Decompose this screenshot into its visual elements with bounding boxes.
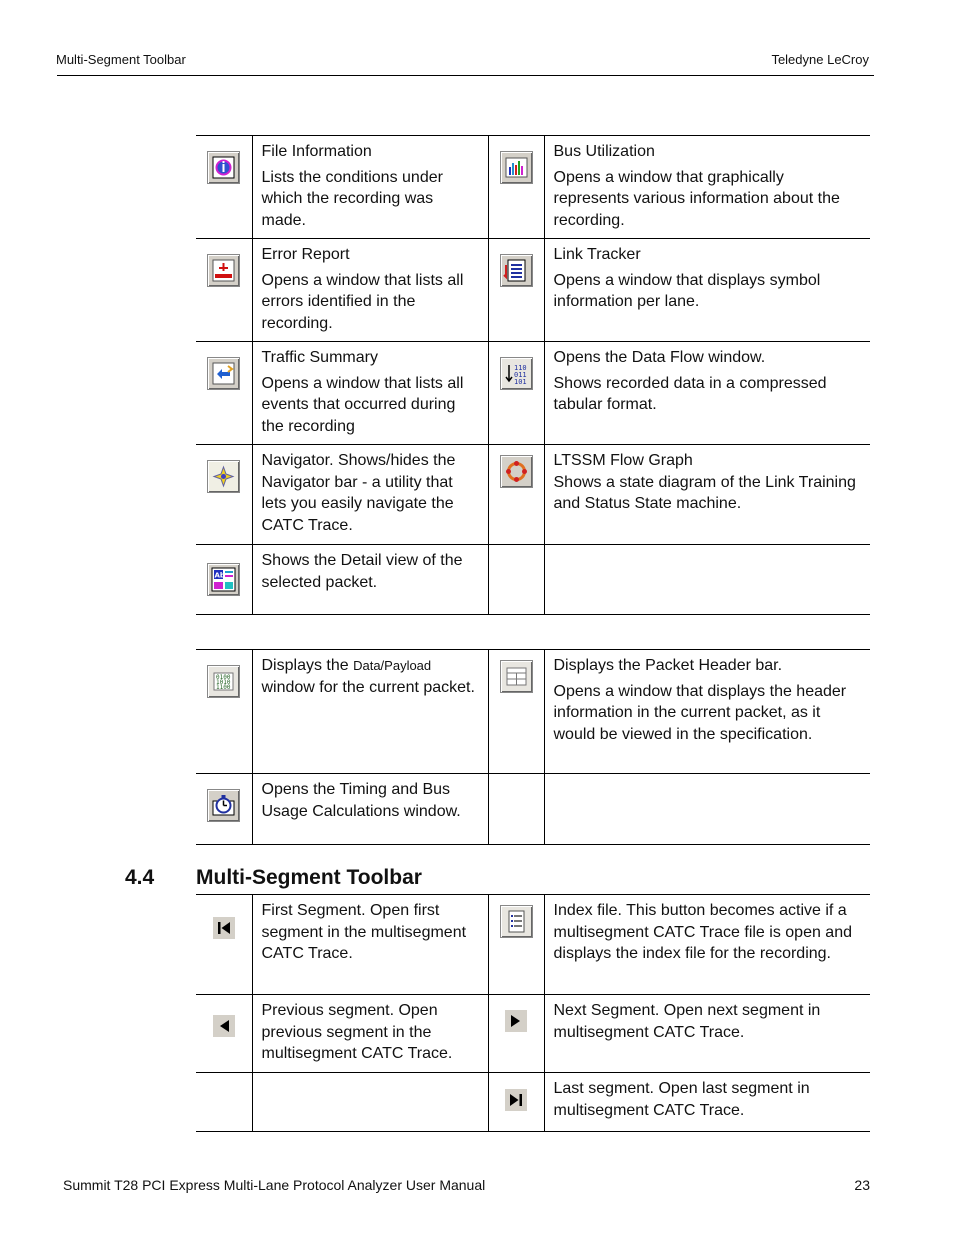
header-rule [57,75,874,76]
previous-segment-icon [213,1015,235,1037]
table-row [196,136,870,239]
last-segment-icon [505,1089,527,1111]
page-number: 23 [854,1177,870,1193]
running-header-company: Teledyne LeCroy [771,52,869,67]
bus-utilization-title: Bus Utilization [553,143,655,160]
error-report-desc: Opens a window that lists all errors identified in the recording. [261,271,464,332]
svg-text:Ab: Ab [214,571,226,580]
table-row [196,774,870,845]
data-payload-label: Data/Payload [353,658,432,673]
error-report-title: Error Report [261,246,350,263]
data-payload-prefix: Displays the [261,657,354,674]
index-file-desc: Index file. This button becomes active if a multisegment CATC Trace file is open and displays the index file for the recording. [553,902,852,962]
svg-text:1010: 1010 [216,679,231,686]
file-information-title: File Information [261,143,372,160]
packet-header-desc: Opens a window that displays the header information in the current packet, as it would be viewed in the specification. [553,682,847,743]
data-flow-icon [500,357,533,390]
traffic-summary-icon [207,357,240,390]
section-number: 4.4 [125,866,155,889]
next-segment-desc: Next Segment. Open next segment in multisegment CATC Trace. [553,1002,821,1041]
link-tracker-desc: Opens a window that displays symbol information per lane. [553,271,821,310]
file-information-desc: Lists the conditions under which the recording was made. [261,168,443,229]
ltssm-flow-graph-title: LTSSM Flow Graph [553,452,693,469]
svg-text:101: 101 [513,378,527,386]
svg-text:011: 011 [513,371,527,379]
first-segment-icon [213,917,235,939]
first-segment-desc: First Segment. Open first segment in the multisegment CATC Trace. [261,902,467,962]
running-header-title: Multi-Segment Toolbar [56,52,186,67]
table-row [196,895,870,995]
previous-segment-desc: Previous segment. Open previous segment in the multisegment CATC Trace. [261,1002,453,1062]
svg-text:1100: 1100 [216,684,231,691]
next-segment-icon [505,1010,527,1032]
traffic-summary-desc: Opens a window that lists all events that occurred during the recording [261,374,464,435]
detail-view-desc: Shows the Detail view of the selected packet. [261,552,463,591]
data-payload-rest: window for the current packet. [261,678,475,696]
table-row [196,445,870,545]
svg-text:110: 110 [513,364,527,372]
navigator-icon [207,460,240,493]
link-tracker-icon [500,254,533,287]
table-row [196,995,870,1073]
table-row [196,1073,870,1132]
toolbar-table-1 [196,135,870,615]
table-row [196,239,870,342]
timing-calculations-desc: Opens the Timing and Bus Usage Calculations window. [261,781,461,820]
packet-header-icon [500,660,533,693]
timing-calculations-icon [207,789,240,822]
packet-header-title: Displays the Packet Header bar. [553,657,783,674]
multi-segment-toolbar-table [196,894,870,1132]
footer-manual-title: Summit T28 PCI Express Multi-Lane Protocol Analyzer User Manual [63,1177,486,1193]
detail-view-icon [207,563,240,596]
bus-utilization-icon [500,151,533,184]
toolbar-table-2 [196,649,870,845]
link-tracker-title: Link Tracker [553,246,641,263]
index-file-icon [500,905,533,938]
data-flow-desc: Shows recorded data in a compressed tabular format. [553,374,827,413]
ltssm-flow-graph-desc: Shows a state diagram of the Link Training and Status State machine. [553,473,856,512]
data-payload-icon [207,665,240,698]
table-row [196,650,870,774]
data-flow-title: Opens the Data Flow window. [553,349,766,366]
navigator-desc: Navigator. Shows/hides the Navigator bar - a utility that lets you easily navigate the CATC Trace. [261,452,456,534]
last-segment-desc: Last segment. Open last segment in multisegment CATC Trace. [553,1080,810,1119]
section-title: Multi-Segment Toolbar [196,866,422,889]
svg-text:0100: 0100 [216,674,231,681]
ltssm-flow-graph-icon [500,455,533,488]
table-row [196,342,870,445]
error-report-icon [207,254,240,287]
bus-utilization-desc: Opens a window that graphically represents various information about the recording. [553,168,840,229]
traffic-summary-title: Traffic Summary [261,349,378,366]
table-row [196,545,870,615]
file-information-icon [207,151,240,184]
